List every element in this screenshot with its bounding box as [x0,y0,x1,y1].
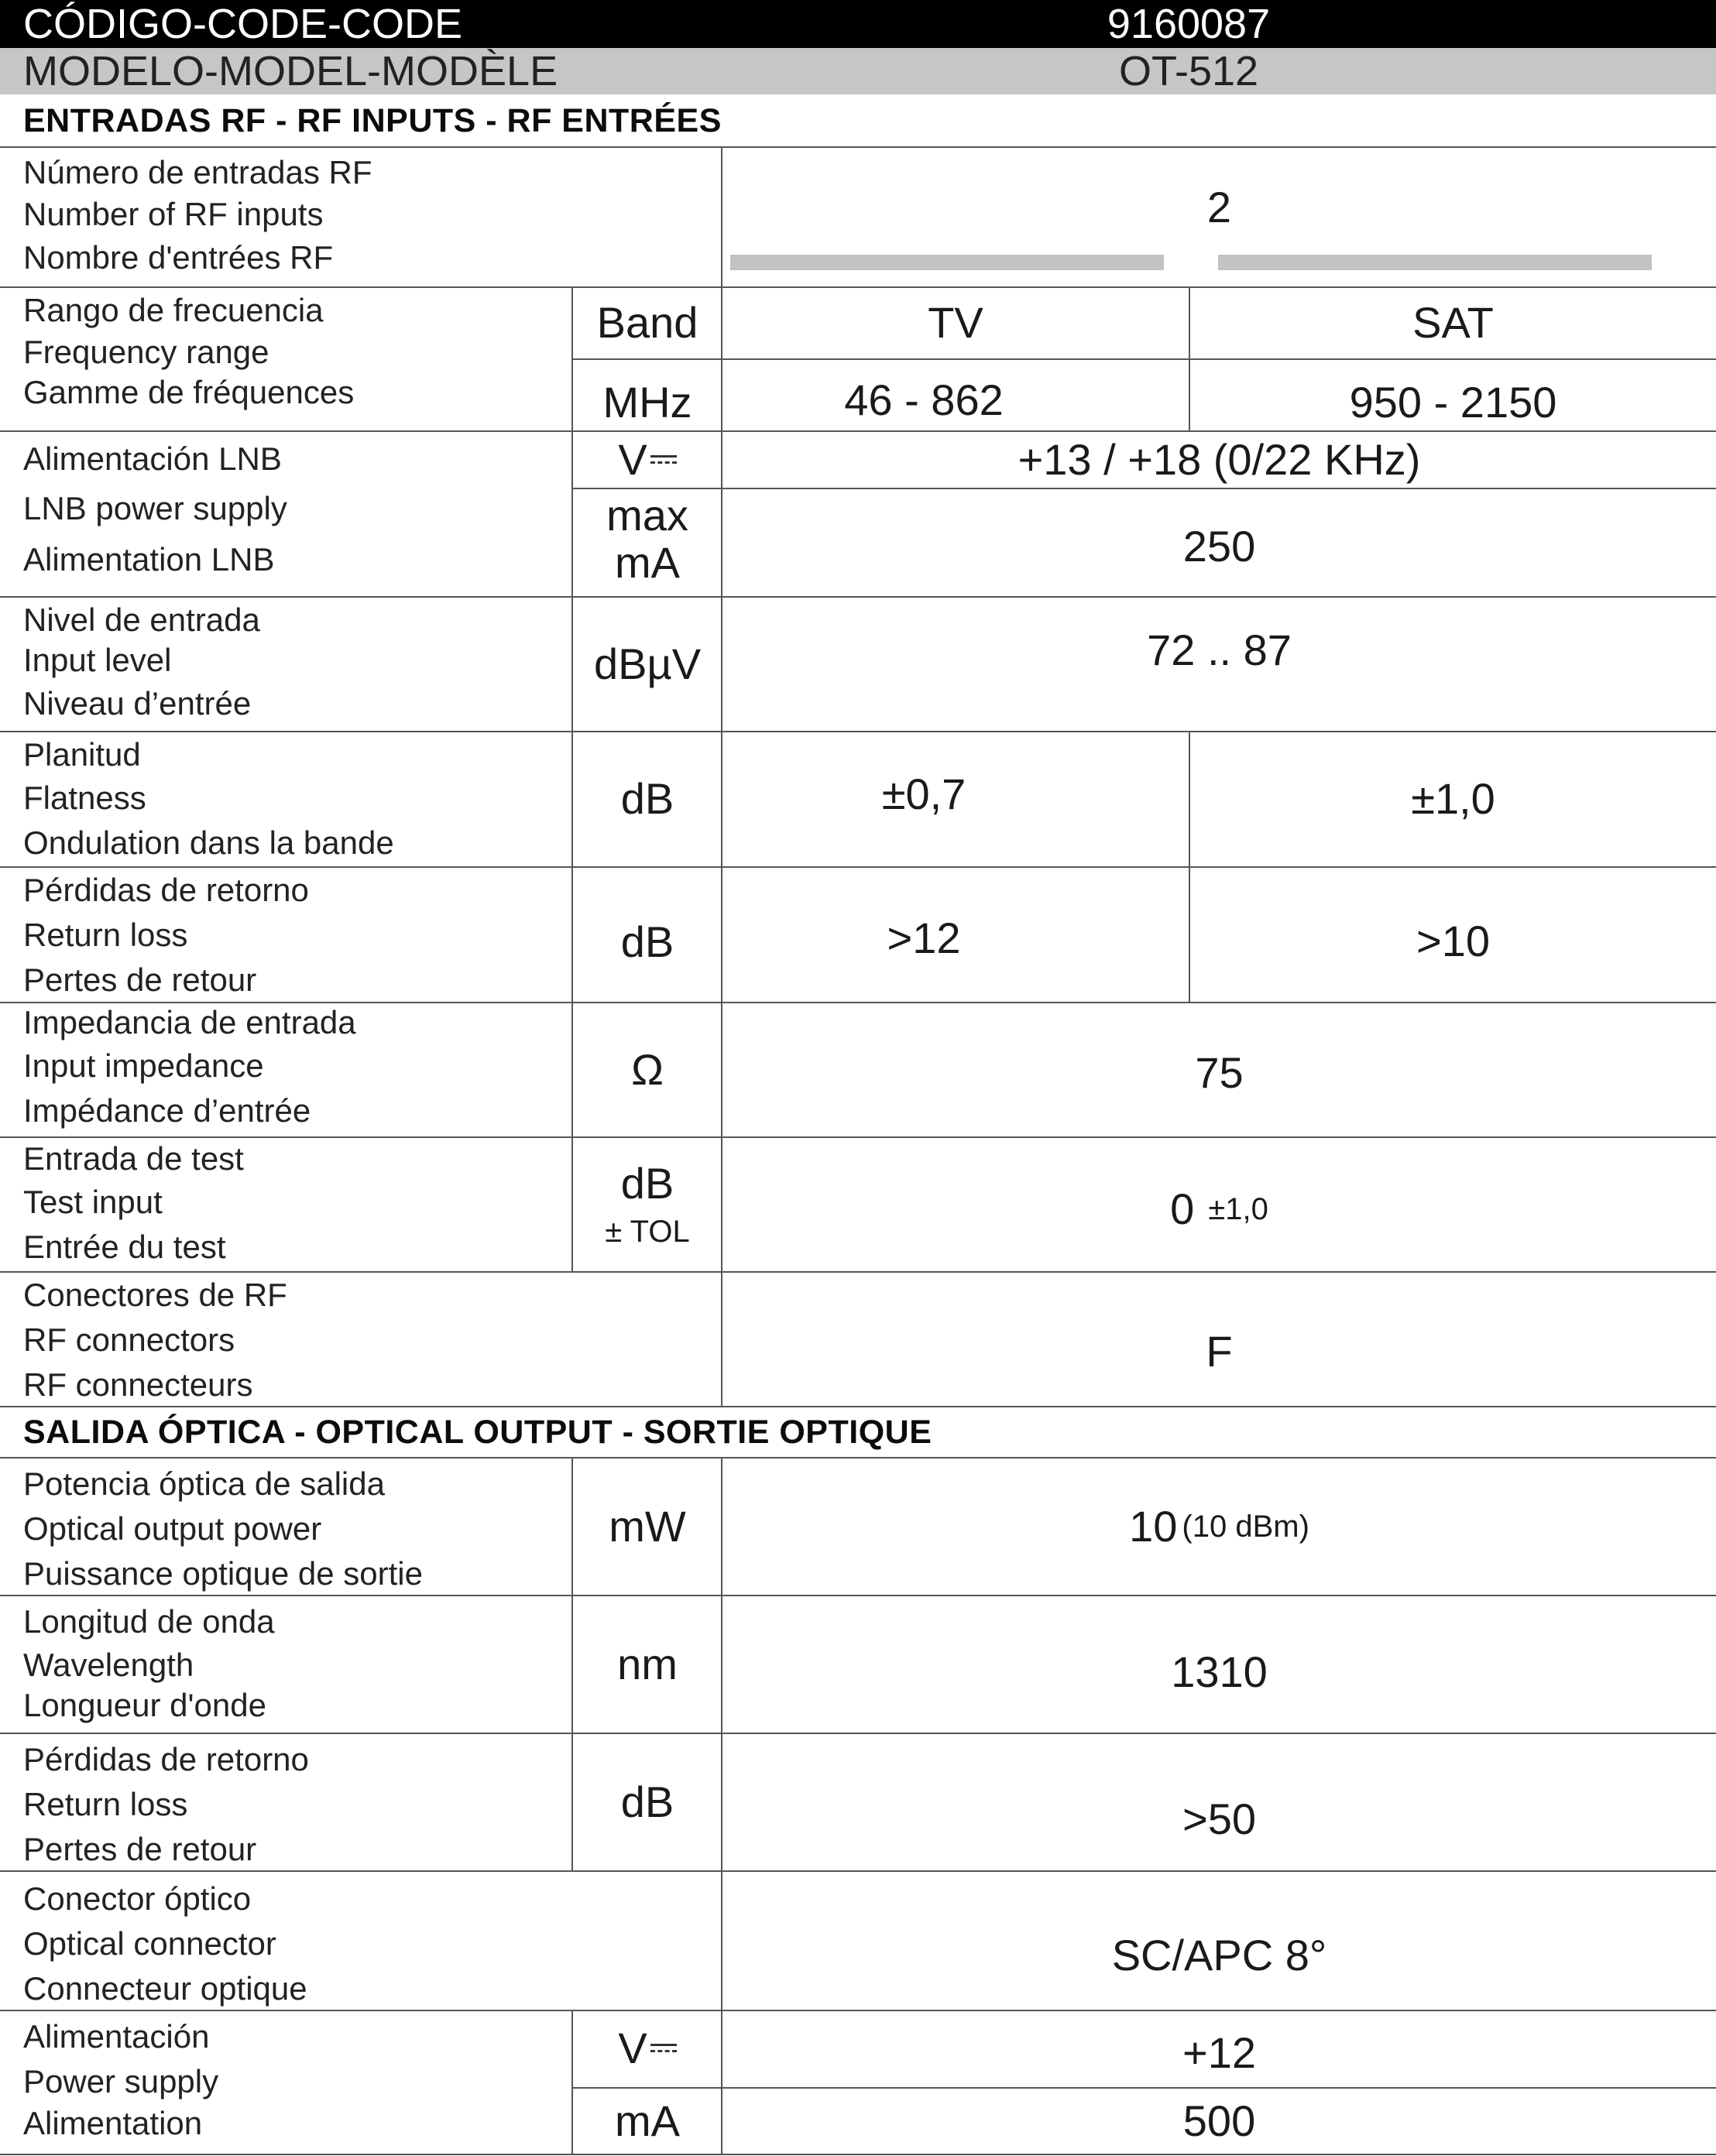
column-divider [1189,286,1190,430]
band-unit: Band [596,298,698,347]
code-label: CÓDIGO-CODE-CODE [23,1,462,47]
column-divider [571,2010,573,2155]
return-loss-opt-value: >50 [1182,1794,1256,1843]
divider [0,1457,1716,1458]
return-loss-rf-unit: dB [620,917,674,966]
lnb-ma-unit: mA [615,538,680,587]
optical-section-title: SALIDA ÓPTICA - OPTICAL OUTPUT - SORTIE OPTIQUE [23,1413,932,1451]
divider [0,1002,1716,1003]
input-indicator-bar [730,255,1164,270]
column-divider [721,1457,722,2155]
divider [573,2087,1716,2089]
optical-power-unit: mW [609,1502,686,1551]
column-divider [571,1457,573,1870]
sat-freq-value: 950 - 2150 [1349,378,1557,427]
divider [0,1733,1716,1734]
column-divider [1189,731,1190,1002]
divider [0,146,1716,148]
lnb-voltage-value: +13 / +18 (0/22 KHz) [1018,435,1421,484]
rf-section-title: ENTRADAS RF - RF INPUTS - RF ENTRÉES [23,101,722,139]
code-value: 9160087 [1107,1,1271,47]
dc-symbol-icon [650,452,677,468]
impedance-value: 75 [1195,1048,1244,1097]
return-loss-tv-value: >12 [887,913,961,962]
power-voltage-value: +12 [1182,2028,1256,2077]
divider [0,1271,1716,1273]
sat-band-header: SAT [1412,298,1494,347]
code-header-row [0,0,1716,48]
lnb-current-value: 250 [1182,522,1256,571]
flatness-sat-value: ±1,0 [1411,774,1495,823]
rf-inputs-value: 2 [1206,183,1232,231]
tv-band-header: TV [928,298,983,347]
power-ma-unit: mA [615,2096,680,2145]
spec-sheet: CÓDIGO-CODE-CODE 9160087 MODELO-MODEL-MODÈLE OT-512 ENTRADAS RF - RF INPUTS - RF ENTRÉES Número de entradas RF Number of RF inputs Nombre d'entrées RF 2 Rango de frecuencia Frequency range Gamme de fréquences Band TV SAT MHz 46 - 862 950 - 2150 Alimentación LNB LNB power supply Alimentation LNB V +13 / +18 (0/22 KHz) max mA 250 Nivel de entrada Input level Niveau d’entrée dBµV 72 .. 87 Planitud Flatness Ondulation dans la bande dB ±0,7 ±1,0 Pérdidas de retorno Return loss Pertes de retour dB >12 >10 Impedancia de entrada Input impedance Impédance d’entrée Ω 75 Entrada de test Test input Entrée du test dB ± TOL 0 ±1,0 Conectores de RF RF connectors RF connecteurs F SALIDA ÓPTICA - OPTICAL OUTPUT - SORTIE OPTIQUE Potencia óptica de salida Optical output power Puissance optique de sortie mW 10 (10 dBm) Longitud de onda Wavelength Longueur d'onde nm 1310 Pérdidas de retorno Return loss Pertes de retour dB >50 Conector óptico Optical connector Connecteur optique SC/APC 8° Alimentación Power supply Alimentation V +12 mA 500 [0,0,1716,2156]
column-divider [721,146,722,1406]
divider [0,1595,1716,1596]
flatness-unit: dB [620,774,674,823]
rf-connectors-value: F [1206,1327,1233,1376]
power-current-value: 500 [1182,2096,1256,2145]
return-loss-opt-unit: dB [620,1777,674,1826]
divider [573,488,1716,489]
test-input-value: 0 ±1,0 [1170,1184,1268,1233]
divider [0,2154,1716,2155]
return-loss-sat-value: >10 [1416,917,1490,965]
dc-symbol-icon [650,2041,677,2056]
flatness-tv-value: ±0,7 [881,770,966,818]
column-divider [571,286,573,1271]
optical-connector-value: SC/APC 8° [1111,1931,1327,1979]
optical-power-value: 10 (10 dBm) [1129,1502,1309,1551]
power-voltage-unit: V [573,2017,722,2079]
test-input-unit: dB [620,1159,674,1208]
divider [0,731,1716,732]
impedance-unit: Ω [631,1045,664,1094]
lnb-voltage-unit: V [573,432,722,488]
divider [573,358,1716,360]
test-input-unit-tol: ± TOL [605,1215,690,1249]
lnb-max-unit: max [606,491,688,540]
input-indicator-bar [1218,255,1652,270]
divider [0,1136,1716,1138]
wavelength-unit: nm [617,1640,678,1688]
model-header-row [0,48,1716,94]
divider [0,2010,1716,2011]
input-level-value: 72 .. 87 [1147,626,1292,674]
input-level-unit: dBµV [593,639,702,688]
tv-freq-value: 46 - 862 [844,375,1004,424]
wavelength-value: 1310 [1171,1647,1268,1696]
mhz-unit: MHz [602,378,692,427]
model-value: OT-512 [1118,48,1259,94]
model-label: MODELO-MODEL-MODÈLE [23,48,558,94]
divider [0,866,1716,868]
divider [0,596,1716,598]
divider [0,1870,1716,1872]
